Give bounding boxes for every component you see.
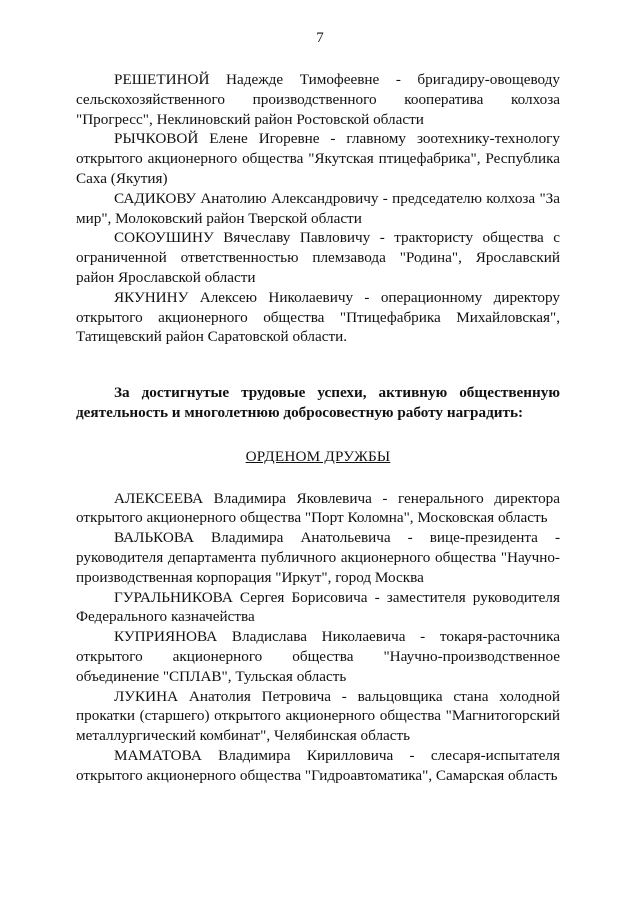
recipients-list-1 (76, 70, 560, 347)
recipient-entry: ЛУКИНА Анатолия Петровича - вальцовщика стана холодной прокатки (старшего) открытого акционерного общества "Магнитогорский металлургический комбинат", Челябинская область (76, 687, 560, 745)
recipient-entry: ЯКУНИНУ Алексею Николаевичу - операционному директору открытого акционерного общества "Птицефабрика Михайловская", Татищевский район Саратовской области. (76, 288, 560, 346)
recipient-entry: РЕШЕТИНОЙ Надежде Тимофеевне - бригадиру-овощеводу сельскохозяйственного производственного кооператива колхоза "Прогресс", Неклиновский район Ростовской области (76, 71, 560, 128)
recipient-entry: СОКОУШИНУ Вячеславу Павловичу - трактористу общества с ограниченной ответственностью племзавода "Родина", Ярославский район Ярославской области (76, 229, 560, 286)
page-number: 7 (316, 30, 324, 46)
recipient-entry: ГУРАЛЬНИКОВА Сергея Борисовича - заместителя руководителя Федерального казначейства (76, 588, 560, 626)
recipient-entry: МАМАТОВА Владимира Кирилловича - слесаря-испытателя открытого акционерного общества "Гидроавтоматика", Самарская область (76, 746, 560, 784)
recipient-entry: ВАЛЬКОВА Владимира Анатольевича - вице-президента - руководителя департамента публичного акционерного общества "Научно-производственная корпорация "Иркут", город Москва (76, 529, 560, 586)
recipient-entry: РЫЧКОВОЙ Елене Игоревне - главному зоотехнику-технологу открытого акционерного общества "Якутская птицефабрика", Республика Саха (Якутия) (76, 130, 560, 187)
recipient-entry: КУПРИЯНОВА Владислава Николаевича - токаря-расточника открытого акционерного общества "Научно-производственное объединение "СПЛАВ", Тульская область (76, 628, 560, 685)
award-intro: За достигнутые трудовые успехи, активную общественную деятельность и многолетнюю добросовестную работу наградить: (76, 384, 560, 421)
recipient-entry: АЛЕКСЕЕВА Владимира Яковлевича - генерального директора открытого акционерного общества "Порт Коломна", Московская область (76, 489, 560, 527)
order-title: ОРДЕНОМ ДРУЖБЫ (245, 447, 391, 465)
document-body (76, 70, 560, 786)
recipient-entry: САДИКОВУ Анатолию Александровичу - председателю колхоза "За мир", Молоковский район Тверской области (76, 189, 560, 227)
recipients-list-2 (76, 489, 560, 786)
